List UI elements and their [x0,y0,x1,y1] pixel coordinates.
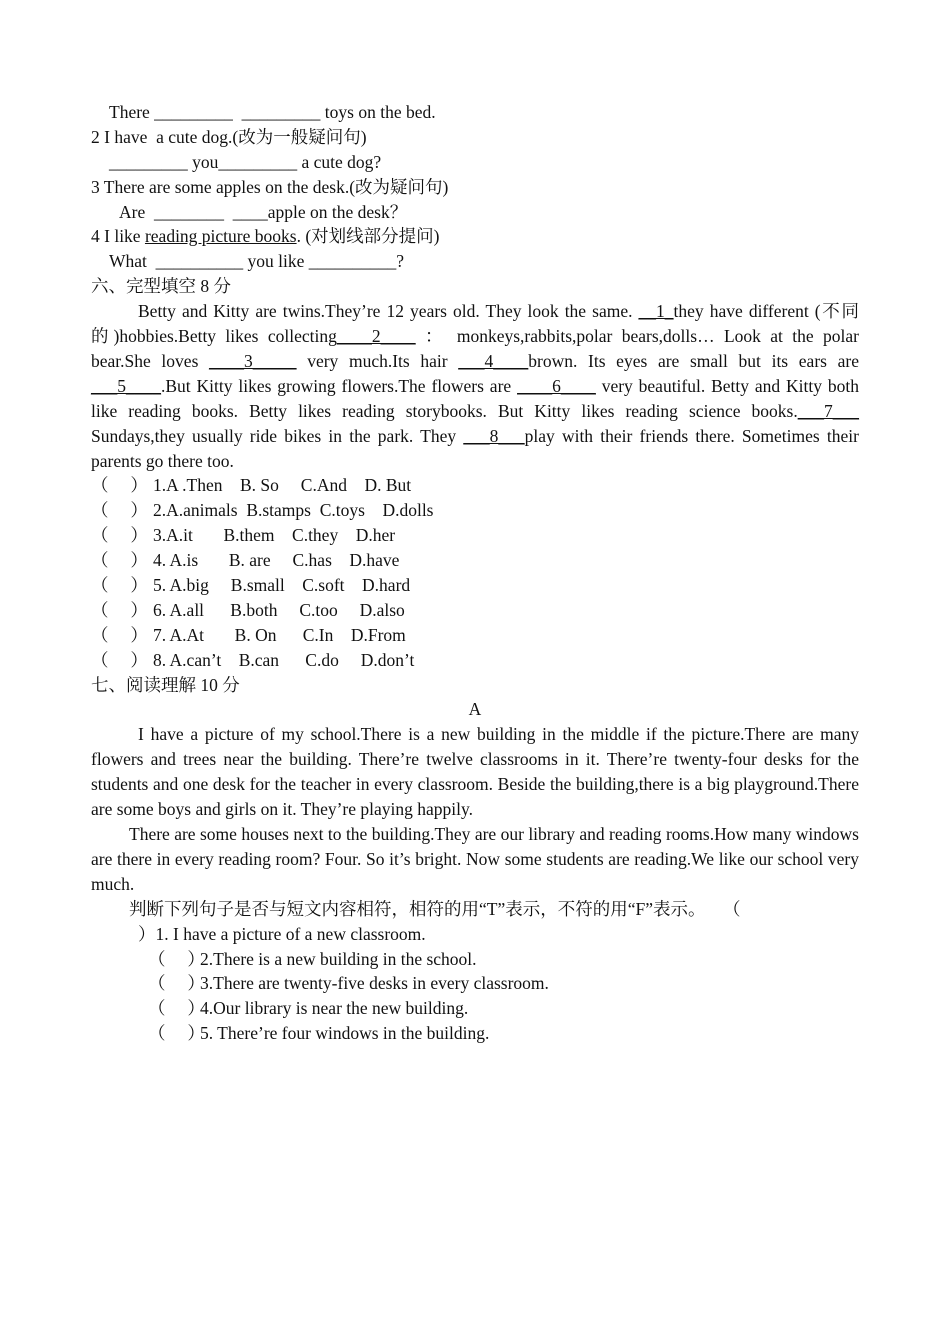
true-false-instruction: 判断下列句子是否与短文内容相符，相符的用“T”表示，不符的用“F”表示。 （ [129,898,741,919]
option-text: 4. A.is B. are C.has D.have [153,550,400,571]
section-7-heading: 七、阅读理解 10 分 [91,674,240,695]
answer-bracket[interactable]: （ ） [91,649,148,670]
tf-question-3 [91,971,859,996]
answer-bracket[interactable]: （ ） [148,973,205,994]
question-3: 3 There are some apples on the desk.(改为疑问句) [91,176,449,197]
blank-7: ___7___ [797,400,859,421]
option-text: 1.A .Then B. So C.And D. But [153,475,412,496]
answer-bracket[interactable]: （ ） [148,998,205,1019]
section-6-heading: 六、完型填空 8 分 [91,276,231,297]
passage-text: they have different (不同的)hobbies.Betty likes collecting [91,301,859,347]
blank-3: ____3_____ [209,350,297,371]
blank-1: __1_ [638,301,674,322]
question-4 [91,224,859,249]
worksheet-content [91,100,859,1046]
question-4-suffix: . (对划线部分提问) [296,226,440,247]
question-text: 2.There is a new building in the school. [200,948,477,969]
question-4-answer-line: What __________ you like __________? [109,251,405,272]
question-text: 5. There’re four windows in the building. [200,1023,490,1044]
cloze-passage [91,299,859,473]
option-text: 3.A.it B.them C.they D.her [153,525,396,546]
option-row-6 [91,598,859,623]
question-2-answer-line: _________ you_________ a cute dog? [109,151,382,172]
question-text: 4.Our library is near the new building. [200,998,469,1019]
there-blank-line: There _________ _________ toys on the bed. [109,102,436,122]
passage-text: brown. Its eyes are small but its ears are [528,350,859,371]
passage-text: play with their friends there. Sometimes their parents go there too. [91,425,859,471]
paragraph-text: There are some houses next to the building.They are our library and reading rooms.How many windows are there in every reading room? Four. So it’s bright. Now some students are reading.We like our school very much. [91,824,859,894]
option-row-8 [91,648,859,673]
blank-8: ___8___ [463,425,525,446]
blank-4: ___4____ [458,350,529,371]
blank-5: ___5____ [91,375,161,396]
tf-question-2 [91,947,859,972]
tf-question-4 [91,996,859,1021]
passage-text: ： monkeys,rabbits,polar bears,dolls… Look at the polar bear.She loves [91,326,859,371]
question-text: 3.There are twenty-five desks in every classroom. [200,973,549,994]
option-text: 7. A.At B. On C.In D.From [153,624,406,645]
option-row-2 [91,498,859,523]
option-row-1 [91,473,859,498]
answer-bracket[interactable]: （ ） [91,525,148,546]
option-text: 2.A.animals B.stamps C.toys D.dolls [153,500,434,521]
option-row-4 [91,548,859,573]
passage-text: very beautiful. Betty and Kitty both like reading books. Betty likes reading storybooks. But Kitty likes reading science books. [91,375,859,421]
answer-bracket[interactable]: （ ） [91,500,148,521]
question-4-underlined: reading picture books [144,226,297,247]
answer-bracket[interactable]: （ ） [148,948,205,969]
reading-paragraph-2 [91,822,859,897]
answer-bracket[interactable]: （ ） [91,575,148,596]
option-row-3 [91,523,859,548]
reading-paragraph-1 [91,722,859,822]
answer-bracket[interactable]: （ ） [148,1023,205,1044]
blank-6: ____6____ [517,375,596,396]
blank-2: ____2____ [336,326,416,347]
passage-text: Betty and Kitty are twins.They’re 12 years old. They look the same. [138,301,639,322]
answer-bracket[interactable]: （ ） [91,599,148,620]
paragraph-text: I have a picture of my school.There is a new building in the middle if the picture.There are many flowers and trees near the building. There’re twelve classrooms in it. There’re twenty-four desks for the students and one desk for the teacher in every classroom. Beside the building,there is a big playground.There are some boys and girls on it. They’re playing happily. [91,724,859,820]
answer-bracket[interactable]: （ ） [91,550,148,571]
question-3-answer-line: Are ________ ____apple on the desk？ [119,201,408,222]
answer-bracket[interactable]: （ ） [91,624,148,645]
passage-text: Sundays,they usually ride bikes in the park. They [91,425,464,446]
passage-label: A [468,699,482,720]
option-text: 6. A.all B.both C.too D.also [153,599,405,620]
passage-text: .But Kitty likes growing flowers.The flowers are [161,375,518,396]
question-2: 2 I have a cute dog.(改为一般疑问句) [91,126,367,147]
tf-question-1: ）1. I have a picture of a new classroom. [138,923,426,944]
passage-text: very much.Its hair [296,350,459,371]
option-text: 8. A.can’t B.can C.do D.don’t [153,649,415,670]
question-4-prefix: 4 I like [91,226,145,247]
option-text: 5. A.big B.small C.soft D.hard [153,575,411,596]
option-row-5 [91,573,859,598]
option-row-7 [91,623,859,648]
answer-bracket[interactable]: （ ） [91,475,148,496]
tf-question-5 [91,1021,859,1046]
